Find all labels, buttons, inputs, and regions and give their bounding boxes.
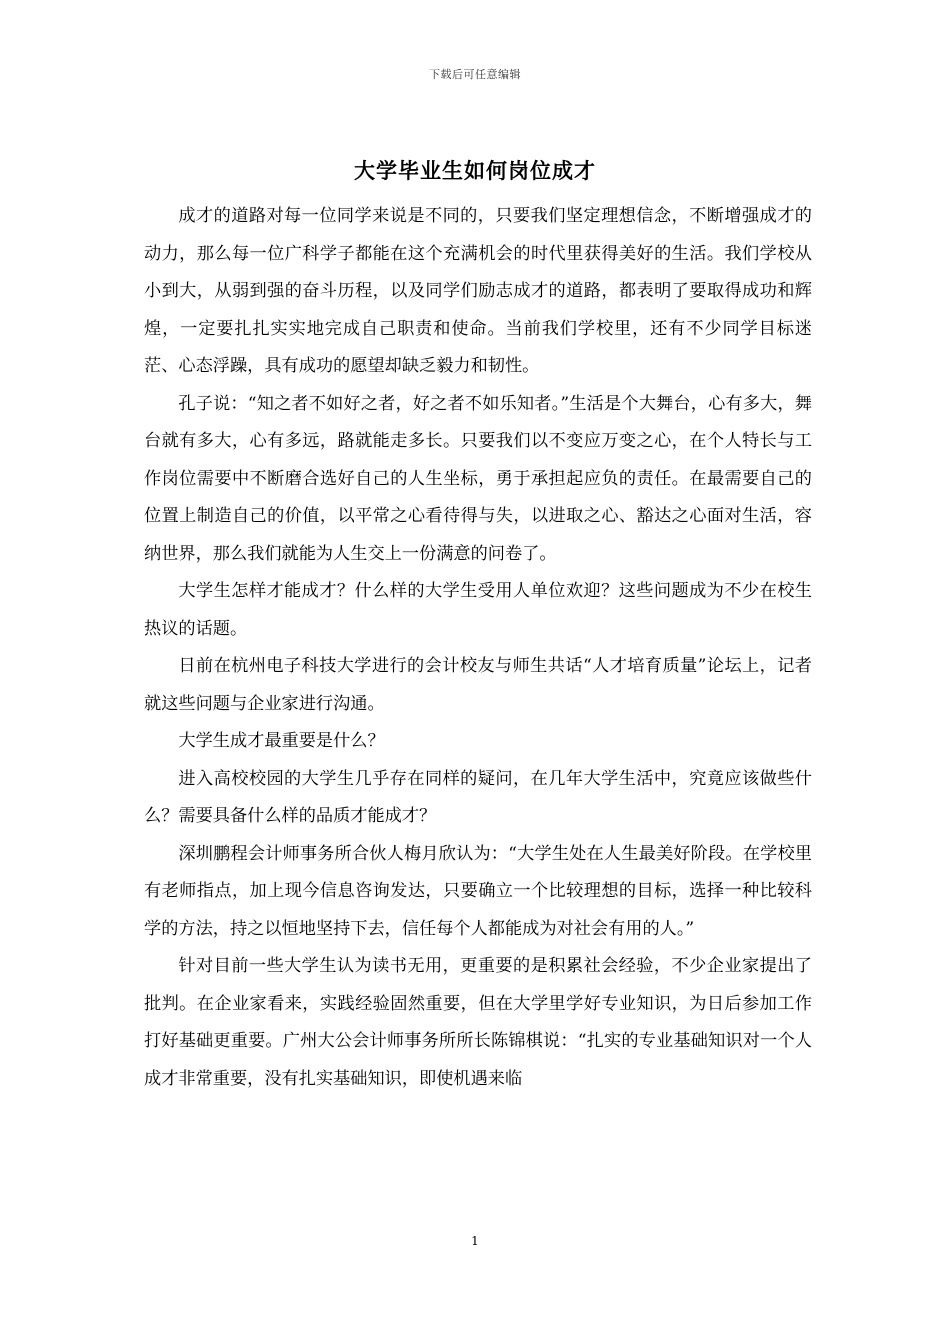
paragraph: 孔子说：“知之者不如好之者，好之者不如乐知者。”生活是个大舞台，心有多大，舞台就有多大，心有多远，路就能走多长。只要我们以不变应万变之心，在个人特长与工作岗位需要中不断磨合选好自己的人生坐标，勇于承担起应负的责任。在最需要自己的位置上制造自己的价值，以平常之心看待得与失，以进取之心、豁达之心面对生活，容纳世界，那么我们就能为人生交上一份满意的问卷了。 bbox=[144, 393, 812, 564]
paragraph: 深圳鹏程会计师事务所合伙人梅月欣认为：“大学生处在人生最美好阶段。在学校里有老师指点，加上现今信息咨询发达，只要确立一个比较理想的目标，选择一种比较科学的方法，持之以恒地坚持下去，信任每个人都能成为对社会有用的人。” bbox=[144, 843, 812, 939]
paragraph: 针对目前一些大学生认为读书无用，更重要的是积累社会经验，不少企业家提出了批判。在企业家看来，实践经验固然重要，但在大学里学好专业知识，为日后参加工作打好基础更重要。广州大公会计师事务所所长陈锦棋说：“扎实的专业基础知识对一个人成才非常重要，没有扎实基础知识，即使机遇来临 bbox=[144, 956, 812, 1089]
section-heading: 大学生成才最重要是什么？ bbox=[178, 731, 385, 751]
document-title: 大学毕业生如何岗位成才 bbox=[354, 158, 596, 183]
header-note: 下载后可任意编辑 bbox=[429, 68, 521, 81]
page-number: 1 bbox=[471, 1234, 479, 1248]
paragraph: 进入高校校园的大学生几乎存在同样的疑问，在几年大学生活中，究竟应该做些什么？需要具备什么样的品质才能成才？ bbox=[144, 768, 812, 826]
document-body bbox=[144, 198, 812, 1098]
paragraph: 大学生怎样才能成才？什么样的大学生受用人单位欢迎？这些问题成为不少在校生热议的话题。 bbox=[144, 581, 812, 639]
paragraph: 成才的道路对每一位同学来说是不同的，只要我们坚定理想信念，不断增强成才的动力，那么每一位广科学子都能在这个充满机会的时代里获得美好的生活。我们学校从小到大，从弱到强的奋斗历程，以及同学们励志成才的道路，都表明了要取得成功和辉煌，一定要扎扎实实地完成自己职责和使命。当前我们学校里，还有不少同学目标迷茫、心态浮躁，具有成功的愿望却缺乏毅力和韧性。 bbox=[144, 206, 812, 376]
paragraph: 日前在杭州电子科技大学进行的会计校友与师生共话“人才培育质量”论坛上，记者就这些问题与企业家进行沟通。 bbox=[144, 656, 812, 714]
